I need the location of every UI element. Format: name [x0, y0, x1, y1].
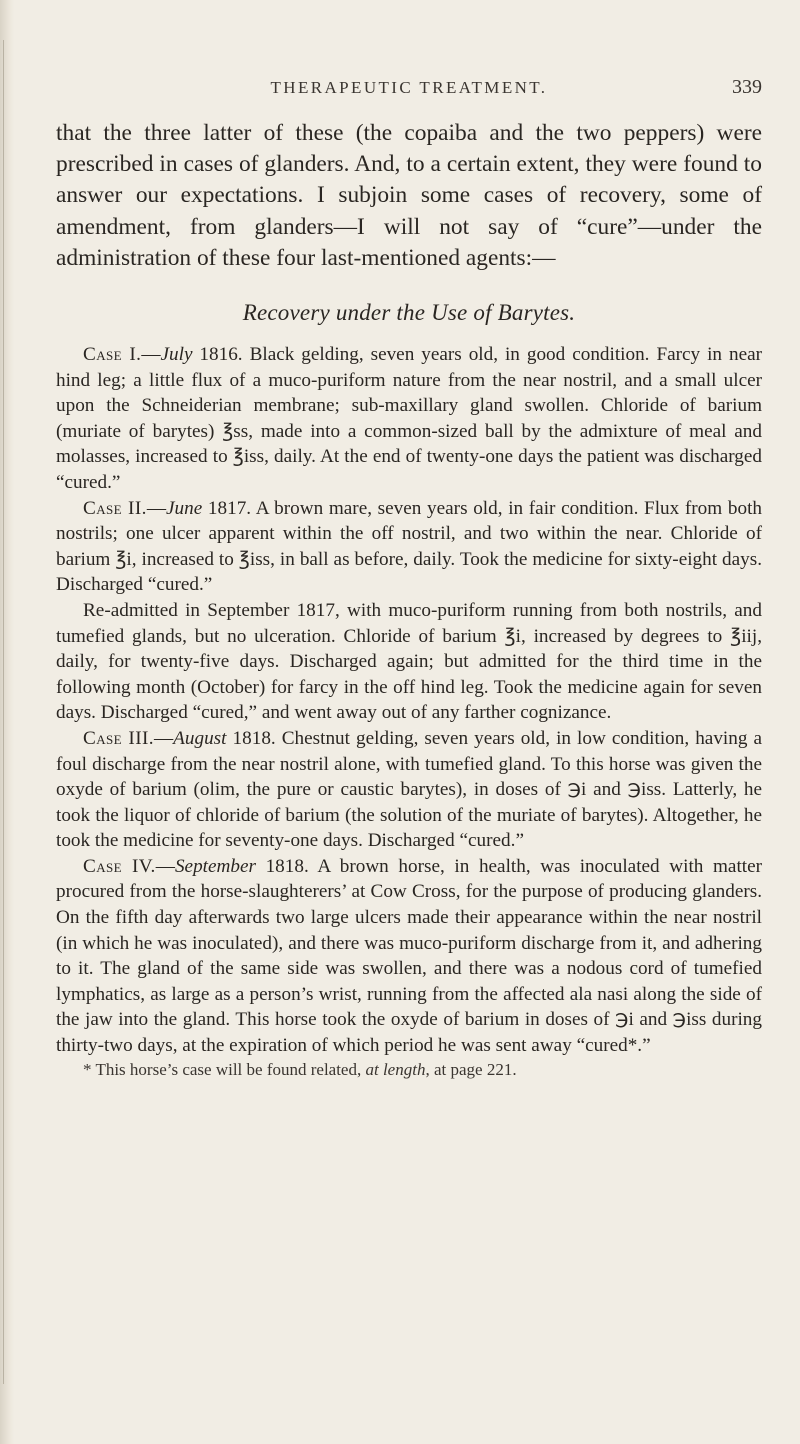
case-paragraph-1: Case I.—July 1816. Black gelding, seven years old, in good condition. Farcy in near hind leg; a little flux of a muco-puriform nature from the near nostril, and a small ulcer upon the Schneiderian membrane; sub-maxillary gland swollen. Chloride of barium (muriate of barytes) ℥ss, made into a common-sized ball by the admixture of meal and molasses, increased to ℥iss, daily. At the end of twenty-one days the patient was discharged “cured.” [56, 344, 763, 493]
case-date: September [174, 855, 256, 877]
case-date: June [166, 497, 203, 519]
book-page [56, 74, 762, 1081]
case-label: Case III. [83, 727, 154, 749]
footnote-italic-text: at length [365, 1059, 426, 1079]
case-date: August [173, 727, 227, 749]
case-date: July [160, 344, 193, 366]
page-number: 339 [732, 76, 762, 98]
case-paragraph-2: Case II.—June 1817. A brown mare, seven years old, in fair condition. Flux from both nostrils; one ulcer apparent within the off nostril, and two within the near. Chloride of barium ℥i, increased to ℥iss, in ball as before, daily. Took the medicine for sixty-eight days. Discharged “cured.” [56, 497, 762, 596]
case-paragraph-3: Case III.—August 1818. Chestnut gelding, seven years old, in low condition, having a foul discharge from the near nostril alone, with tumefied gland. To this horse was given the oxyde of barium (olim, the pure or caustic barytes), in doses of ℈i and ℈iss. Latterly, he took the liquor of chloride of barium (the solution of the muriate of barytes). Altogether, he took the medicine for seventy-one days. Discharged “cured.” [56, 727, 762, 852]
footnote-text-end: , at page 221. [425, 1059, 517, 1079]
case-paragraph-2-continued [56, 598, 762, 726]
case-text: 1818. Chestnut gelding, seven years old, in low condition, having a foul discharge from the near nostril alone, with tumefied gland. To this horse was given the oxyde of barium (olim, the pure or caustic barytes), in doses of ℈i and ℈iss. Latterly, he took the liquor of chloride of barium (the solution of the muriate of barytes). Altogether, he took the medicine for seventy-one days. Discharged “cured.” [56, 727, 762, 852]
case-label: Case II. [83, 497, 147, 519]
binding-line [3, 40, 4, 1384]
footnote [56, 1059, 762, 1081]
case-paragraph-4: Case IV.—September 1818. A brown horse, in health, was inoculated with matter procured from the horse-slaughterers’ at Cow Cross, for the purpose of producing glanders. On the fifth day afterwards two large ulcers made their appearance within the near nostril (in which he was inoculated), and there was muco-puriform discharge from it, and adhering to it. The gland of the same side was swollen, and there was a nodous cord of tumefied lymphatics, as large as a person’s wrist, running from the affected ala nasi along the side of the jaw into the gland. This horse took the oxyde of barium in doses of ℈i and ℈iss during thirty-two days, at the expiration of which period he was sent away “cured*.” [56, 855, 763, 1057]
case-label: Case IV. [83, 855, 156, 877]
case-text: Re-admitted in September 1817, with muco-puriform running from both nostrils, and tumefied glands, but no ulceration. Chloride of barium ℥i, increased by degrees to ℥iij, daily, for twenty-five days. Discharged again; but admitted for the third time in the following month (October) for farcy in the off hind leg. Took the medicine again for seven days. Discharged “cured,” and went away out of any farther cognizance. [56, 599, 762, 724]
running-title: THERAPEUTIC TREATMENT. [270, 78, 548, 97]
footnote-text: * This horse’s case will be found related, [83, 1059, 366, 1079]
case-text: 1816. Black gelding, seven years old, in good condition. Farcy in near hind leg; a little flux of a muco-puriform nature from the near nostril, and a small ulcer upon the Schneiderian membrane; sub-maxillary gland swollen. Chloride of barium (muriate of barytes) ℥ss, made into a common-sized ball by the admixture of meal and molasses, increased to ℥iss, daily. At the end of twenty-one days the patient was discharged “cured.” [56, 344, 763, 493]
page-binding-edge [0, 0, 14, 1444]
intro-paragraph: that the three latter of these (the copaiba and the two peppers) were prescribed in cases of glanders. And, to a certain extent, they were found to answer our expectations. I subjoin some cases of recovery, some of amendment, from glanders—I will not say of “cure”—under the administration of these four last-mentioned agents:— [56, 120, 762, 271]
case-text: 1818. A brown horse, in health, was inoculated with matter procured from the horse-slaughterers’ at Cow Cross, for the purpose of producing glanders. On the fifth day afterwards two large ulcers made their appearance within the near nostril (in which he was inoculated), and there was muco-puriform discharge from it, and adhering to it. The gland of the same side was swollen, and there was a nodous cord of tumefied lymphatics, as large as a person’s wrist, running from the affected ala nasi along the side of the jaw into the gland. This horse took the oxyde of barium in doses of ℈i and ℈iss during thirty-two days, at the expiration of which period he was sent away “cured*.” [56, 855, 763, 1057]
case-label: Case I. [83, 344, 142, 366]
section-heading: Recovery under the Use of Barytes. [242, 300, 576, 326]
case-text: 1817. A brown mare, seven years old, in fair condition. Flux from both nostrils; one ulcer apparent within the off nostril, and two within the near. Chloride of barium ℥i, increased to ℥iss, in ball as before, daily. Took the medicine for sixty-eight days. Discharged “cured.” [56, 497, 762, 596]
running-head [56, 74, 762, 118]
